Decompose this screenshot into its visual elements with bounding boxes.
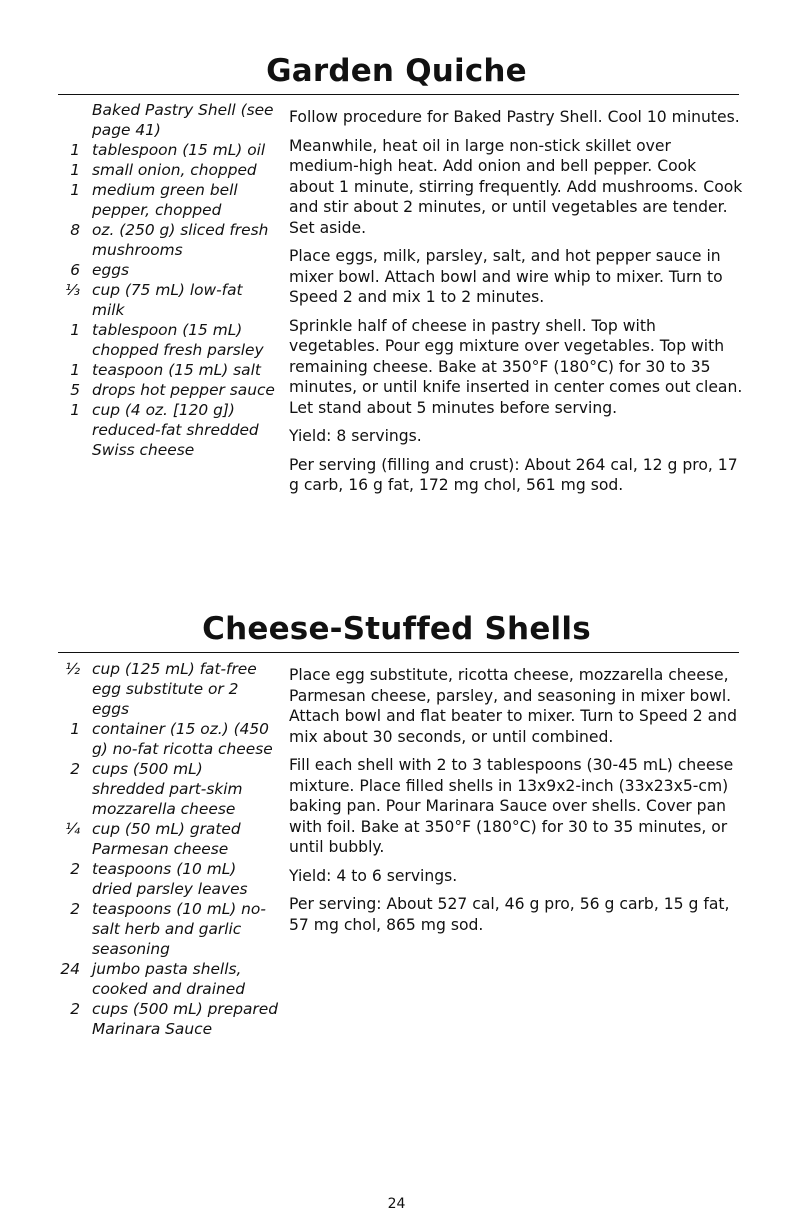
ingredient-item [58, 320, 278, 360]
ingredient-desc: cup (125 mL) fat-free egg substitute or 2 eggs [92, 660, 257, 718]
ingredient-qty: 5 [70, 381, 80, 399]
title-divider [58, 652, 739, 653]
nutrition-text: Per serving: About 527 cal, 46 g pro, 56 g carb, 15 g fat, 57 mg chol, 865 mg sod. [289, 895, 730, 934]
ingredient-desc: drops hot pepper sauce [92, 381, 275, 399]
ingredient-desc: teaspoons (10 mL) dried parsley leaves [92, 860, 248, 898]
ingredient-item [58, 180, 278, 220]
ingredient-qty: 1 [70, 181, 80, 199]
ingredient-item [58, 100, 278, 140]
ingredient-item [58, 160, 278, 180]
ingredient-desc: small onion, chopped [92, 161, 257, 179]
ingredient-item [58, 659, 278, 719]
ingredient-desc: cup (75 mL) low-fat milk [92, 281, 243, 319]
ingredient-desc: jumbo pasta shells, cooked and drained [92, 960, 245, 998]
ingredient-qty: 2 [70, 900, 80, 918]
directions [289, 665, 744, 943]
ingredient-desc: eggs [92, 261, 130, 279]
yield-text: Yield: 8 servings. [289, 427, 422, 445]
ingredient-item [58, 220, 278, 260]
ingredient-qty: 8 [70, 221, 80, 239]
recipe-title: Cheese-Stuffed Shells [202, 611, 591, 647]
ingredient-qty: 6 [70, 261, 80, 279]
ingredient-qty: 2 [70, 760, 80, 778]
ingredient-item [58, 859, 278, 899]
ingredient-item [58, 360, 278, 380]
ingredient-qty: 1 [70, 141, 80, 159]
ingredient-desc: cup (4 oz. [120 g]) reduced-fat shredded Swiss cheese [92, 401, 259, 459]
ingredient-item [58, 999, 278, 1039]
ingredient-item [58, 140, 278, 160]
ingredient-qty: 24 [60, 960, 80, 978]
ingredient-item [58, 719, 278, 759]
recipe-title: Garden Quiche [266, 53, 527, 89]
ingredient-list [58, 659, 278, 1039]
directions [289, 107, 744, 504]
ingredient-item [58, 400, 278, 460]
nutrition-text: Per serving (filling and crust): About 264 cal, 12 g pro, 17 g carb, 16 g fat, 172 mg chol, 561 mg sod. [289, 455, 738, 494]
ingredient-desc: cups (500 mL) prepared Marinara Sauce [92, 1000, 278, 1038]
ingredient-desc: tablespoon (15 mL) oil [92, 141, 266, 159]
ingredient-desc: teaspoons (10 mL) no-salt herb and garlic seasoning [92, 900, 266, 958]
direction-step: Follow procedure for Baked Pastry Shell. Cool 10 minutes. [289, 108, 740, 126]
ingredient-desc: tablespoon (15 mL) chopped fresh parsley [92, 321, 264, 359]
ingredient-item [58, 759, 278, 819]
ingredient-qty: ½ [65, 660, 80, 678]
ingredient-desc: medium green bell pepper, chopped [92, 181, 238, 219]
direction-step: Sprinkle half of cheese in pastry shell. Top with vegetables. Pour egg mixture over vegetables. Top with remaining cheese. Bake at 350°F (180°C) for 30 to 35 minutes, or until knife inserted in center comes out clean. Let stand about 5 minutes before serving. [289, 316, 743, 417]
ingredient-item [58, 819, 278, 859]
ingredient-qty: ⅓ [65, 281, 80, 299]
ingredient-item [58, 959, 278, 999]
direction-step: Fill each shell with 2 to 3 tablespoons (30-45 mL) cheese mixture. Place filled shells in 13x9x2-inch (33x23x5-cm) baking pan. Pour Marinara Sauce over shells. Cover pan with foil. Bake at 350°F (180°C) for 30 to 35 minutes, or until bubbly. [289, 756, 734, 856]
direction-step: Place eggs, milk, parsley, salt, and hot pepper sauce in mixer bowl. Attach bowl and wire whip to mixer. Turn to Speed 2 and mix 1 to 2 minutes. [289, 247, 723, 306]
ingredient-qty: 1 [70, 720, 80, 738]
ingredient-desc: cup (50 mL) grated Parmesan cheese [92, 820, 241, 858]
direction-step: Meanwhile, heat oil in large non-stick skillet over medium-high heat. Add onion and bell pepper. Cook about 1 minute, stirring frequently. Add mushrooms. Cook and stir about 2 minutes, or until vegetables are tender. Set aside. [289, 136, 743, 237]
ingredient-item [58, 899, 278, 959]
ingredient-desc: oz. (250 g) sliced fresh mushrooms [92, 221, 269, 259]
ingredient-qty: 1 [70, 321, 80, 339]
page-number: 24 [387, 1196, 406, 1212]
ingredient-item [58, 260, 278, 280]
ingredient-qty: 1 [70, 361, 80, 379]
ingredient-desc: cups (500 mL) shredded part-skim mozzarella cheese [92, 760, 243, 818]
ingredient-qty: 1 [70, 161, 80, 179]
ingredient-item [58, 280, 278, 320]
ingredient-list [58, 100, 278, 460]
direction-step: Place egg substitute, ricotta cheese, mozzarella cheese, Parmesan cheese, parsley, and seasoning in mixer bowl. Attach bowl and flat beater to mixer. Turn to Speed 2 and mix about 30 seconds, or until combined. [289, 666, 737, 746]
ingredient-qty: 1 [70, 401, 80, 419]
ingredient-desc: container (15 oz.) (450 g) no-fat ricotta cheese [92, 720, 273, 758]
ingredient-qty: 2 [70, 860, 80, 878]
ingredient-desc: teaspoon (15 mL) salt [92, 361, 261, 379]
title-divider [58, 94, 739, 95]
yield-text: Yield: 4 to 6 servings. [289, 866, 458, 885]
ingredient-qty: ¼ [65, 820, 80, 838]
ingredient-item [58, 380, 278, 400]
ingredient-qty: 2 [70, 1000, 80, 1018]
ingredient-desc: Baked Pastry Shell (see page 41) [92, 101, 274, 139]
